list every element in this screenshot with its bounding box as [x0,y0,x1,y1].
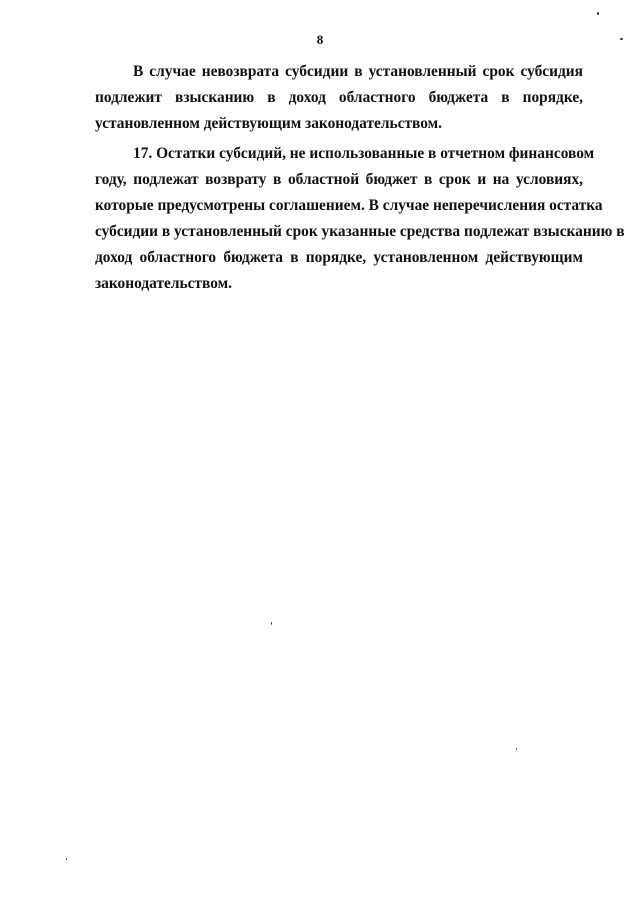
text-line: В случае невозврата субсидии в установленный срок субсидия [133,63,583,80]
text-line: году, подлежат возврату в областной бюджет в срок и на условиях, [95,171,583,188]
scan-speck [516,748,517,750]
text-line: установленном действующим законодательством. [95,115,442,132]
page-number: 8 [316,32,324,47]
text-line: законодательством. [95,275,232,292]
scan-speck [620,38,623,40]
document-body [95,59,625,301]
scan-speck [597,12,599,15]
scan-speck [271,622,272,625]
scan-speck [66,858,67,860]
text-line: субсидии в установленный срок указанные средства подлежат взысканию в [95,223,625,240]
text-line: которые предусмотрены соглашением. В случае неперечисления остатка [95,197,603,214]
text-line: 17. Остатки субсидий, не использованные в отчетном финансовом [133,145,595,162]
paragraph-subsidy-return [95,59,583,137]
paragraph-17-remaining-subsidies [95,141,625,297]
text-line: подлежит взысканию в доход областного бюджета в порядке, [95,89,583,106]
text-line: доход областного бюджета в порядке, установленном действующим [95,249,583,266]
